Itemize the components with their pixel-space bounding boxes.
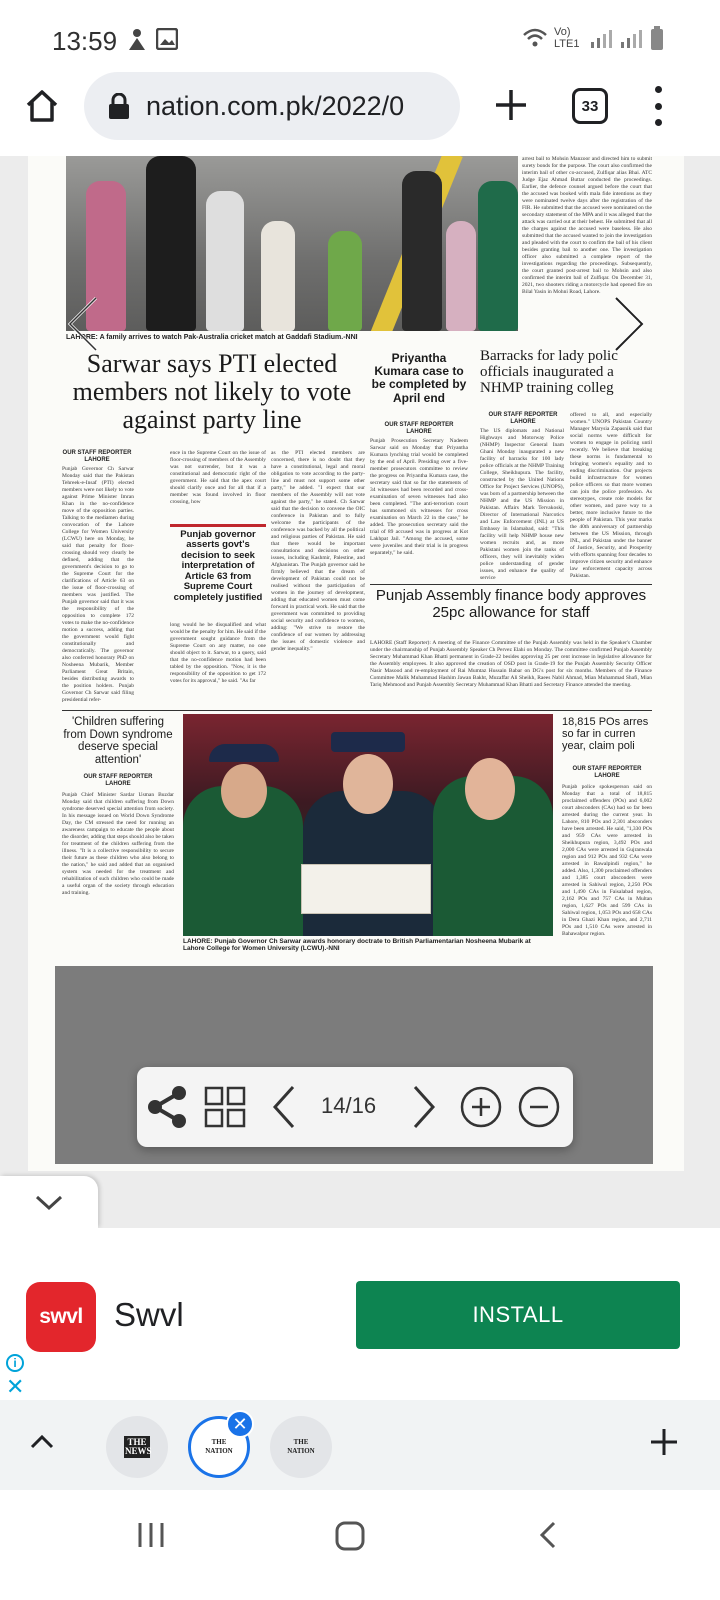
add-tab-icon[interactable] [648, 1426, 680, 1458]
pos-byline: OUR STAFF REPORTER [572, 766, 642, 772]
tab-favicon-3: THE NATION [287, 1438, 315, 1455]
barracks-text-col2: offered to all, and especially women." UNOPS Pakistan Country Manager Marysia Zapasnik said that social norms were difficult for women to engage in policing until recently. We believe that breaking these norms is fundamental to bringing women's equality and to ending discrimination. Our projects build infrastructure for women police officers so that more women can join the police profession. As stereotypes, create role models for other women, and pave way to a better, more inclusive future to the people of Pakistan. This year marks the 40th anniversary of partnership between the US Mission, through INL, and Pakistan under the banner of Justice, Security, and Prosperity with efforts spanning four decades to improve citizen security and enhance law enforcement capacity across Pakistan. [570, 412, 652, 579]
battery-icon [650, 26, 664, 50]
system-nav-bar [0, 1490, 720, 1600]
top-photo-caption: LAHORE: A family arrives to watch Pak-Australia cricket match at Gaddafi Stadium.-NNI [66, 334, 358, 341]
page-controls [137, 1067, 573, 1147]
pos-headline: 18,815 POs arres so far in curren year, claim poli [562, 716, 649, 753]
barracks-headline: Barracks for lady polic officials inaugurated a NHMP training colleg [480, 348, 618, 397]
epaper-viewer[interactable] [0, 156, 720, 1228]
certificate [301, 864, 431, 914]
status-system-icons [522, 26, 664, 50]
chevron-up-icon[interactable] [28, 1428, 56, 1456]
tab-group-tab-1[interactable] [106, 1416, 168, 1478]
priyantha-byline-city: LAHORE [406, 429, 432, 435]
status-time: 13:59 [52, 26, 118, 56]
article-bail-text: arrest bail to Mohsin Manzoor and directed him to submit surety bonds for the purpose. The court also confirmed the interim bail of other co-accused, Zulfiqar alias Bhai. ATC Judge Ejaz Ahmad Buttar conducted the proceedings. Earlier, the defence counsel argued before the court that the accused was booked with mala fide intentions as they were nominated twelve days after the registration of the FIR. He submitted that the accused were nominated on the secondary statement of the MPA and it was alleged that the attack was carried out at their behest. He submitted that all the charges against the accused were baseless. He also submitted that the accused wanted to join the investigation and pleaded with the court to confirm the bail of his client besides granting bail to another one. The investigation officer also submitted a complete report of the investigations regarding the proceedings. Subsequently, the court granted post-arrest bail to Mohsin and also confirmed the interim bail of Zulfiqar. On December 31, 2021, two shooters riding a motorcycle had opened fire on Bilal Yasin in Mohni Road, Lahore. [522, 156, 652, 295]
down-byline-city: LAHORE [105, 781, 131, 787]
grid-icon[interactable] [203, 1085, 247, 1129]
next-page-icon[interactable] [409, 1085, 439, 1129]
down-byline: OUR STAFF REPORTER [83, 774, 153, 780]
browser-toolbar [0, 70, 720, 156]
collapse-ad-tab[interactable] [0, 1176, 98, 1228]
main-article-col1: Punjab Governor Ch Sarwar Monday said that the Pakistan Tehreek-e-Insaf (PTI) elected members were not likely to vote against Prime Minister Imran Khan in the no-confidence move of the opposition parties. Talking to the mediamen during convocation of the Lahore College for Women University (LCWU) here on Monday, he said that penalty for floor-crossing should very clearly be defined, adding that the government's decision to go to the Supreme Court for the clarifications of Article 63 on the issue of floor-crossing of members was justified. The Punjab governor said that it was the responsibility of the opposition to complete 172 votes to make the no-confidence motion a success, adding that the government would fight constitutionally and democratically. The governor also conferred honorary PhD on Nosheena Mubarik, Member Parliament Great Britain, besides distributing awards to the position holders. Punjab Governor Ch Sarwar said filing presidential refer- [62, 466, 134, 703]
next-page-arrow-icon[interactable] [608, 294, 648, 354]
convocation-photo [183, 714, 553, 936]
main-article-col3: as the PTI elected members are concerned, there is no doubt that they have a constitutional, legal and moral obligation to vote according to the party-line and must not support some other party," he added. "I expect that our members of the Assembly will not vote against the party," he stated. Ch Sarwar said that the decision to convene the OIC conference in Pakistan and to fully welcome the participants of the conference was backed by all the political and religious parties of Pakistan. He said that there would be important consultations and decisions on other issues, including Kashmir, Palestine, and Afghanistan. The Punjab governor said he firmly believed that the dream of development of Pakistan could not be realised without the participation of women in the journey of development, adding that educated women must come forward in practical work. He said that the government was committed to providing social security and confidence to women, adding: "We strive to restore the confidence of our women by addressing the issues of domestic violence and gender inequality." [271, 450, 365, 652]
back-icon[interactable] [538, 1520, 558, 1550]
main-headline: Sarwar says PTI elected members not likely to vote against party line [72, 349, 352, 435]
zoom-in-icon[interactable] [459, 1085, 503, 1129]
lock-icon[interactable] [108, 93, 130, 119]
ad-banner [0, 1228, 720, 1400]
zoom-out-icon[interactable] [517, 1085, 561, 1129]
barracks-byline-city: LAHORE [510, 419, 536, 425]
ad-app-name[interactable]: Swvl [114, 1296, 184, 1333]
priyantha-byline: OUR STAFF REPORTER [384, 422, 454, 428]
main-article-col2b: long would he be disqualified and what would be the penalty for him. He said if the government sought guidance from the Supreme Court on any matter, no one should object to it. Sarwar, to a query, said that the no-confidence motion had been tabled by the opposition. "Now, it is the responsibility of the opposition to get 172 votes for its approval," he said. "As far [170, 622, 266, 684]
network-label: Vo) LTE1 [554, 26, 580, 50]
status-notification-icons [126, 28, 178, 52]
wifi-icon [522, 28, 548, 48]
recents-icon[interactable] [136, 1520, 166, 1550]
pos-byline-city: LAHORE [594, 773, 620, 779]
ad-info-icon[interactable]: i [6, 1354, 24, 1372]
image-notification-icon [156, 28, 178, 50]
tab-close-icon[interactable]: ✕ [226, 1410, 254, 1438]
pos-text: Punjab police spokesperson said on Monday that a total of 18,815 proclaimed offenders (POs) and 6,002 court absconders (CAs) had so far been arrested during the current year. In Lahore, 810 POs and 2,301 absconders have been arrested. He said, "1,330 POs and 959 CAs were arrested in Sheikhupura region, 3,492 POs and 2,000 CAs were arrested in Gujranwala region and 912 POs and 932 CAs were arrested in Rawalpindi region," he added. Also, 1,300 proclaimed offenders and 1,385 court absconders were arrested in Sahiwal region, 2,250 POs and 1,490 CAs in Faisalabad region, 2,162 POs and 757 CAs in Multan region, 1,627 POs and 599 CAs in Sahiwal region, 1,053 POs and 658 CAs in Dera Ghazi Khan region, and 2,711 POs and 1,510 CAs were arrested in Bahawalpur region. [562, 784, 652, 937]
priyantha-headline: Priyantha Kumara case to be completed by April end [371, 351, 467, 405]
main-byline: OUR STAFF REPORTER [62, 450, 132, 456]
home-icon[interactable] [22, 86, 62, 126]
accessibility-notification-icon [126, 28, 148, 52]
pullquote: Punjab governor asserts govt's decision to seek interpretation of Article 63 from Supreme Court completely justified [173, 529, 263, 603]
convocation-caption: LAHORE: Punjab Governor Ch Sarwar awards honorary doctrate to British Parliamentarian Nosheena Mubarik at Lahore College for Women University (LCWU).-NNI [183, 938, 531, 952]
down-syndrome-headline: 'Children suffering from Down syndrome deserve special attention' [63, 716, 173, 766]
cricket-fans-photo [66, 156, 518, 331]
tab-group-tab-3[interactable] [270, 1416, 332, 1478]
url-text[interactable]: nation.com.pk/2022/0 [146, 90, 405, 121]
page-counter: 14/16 [321, 1093, 377, 1118]
tab-favicon-2: THE NATION [205, 1438, 233, 1455]
barracks-text-col1: The US diplomats and National Highways and Motorway Police (NHMP) Inspector General Inam Ghani Monday inaugurated a new facility of barracks for 100 lady police officials at the NHMP Training College, Sheikhupura. The facility, constructed by the United Nations Office for Project Services (UNOPS), was born of a partnership between the NHMP and the US Mission in Pakistan. Affairs Mark Tervakoski, Director of International Narcotics and Law Enforcement (INL) at US Embassy in Islamabad, said: "This facility will help NHMP house new women recruits and, as more Pakistani women join the ranks of officers, they will inevitably widen police understanding of gender issues, and enhance the quality of service [480, 428, 564, 581]
main-article-col2a: ence in the Supreme Court on the issue of floor-crossing of members of the Assembly was not surrender, but it was a constitutional and democratic right of the government. He said that the apex court should clarify once and for all that if a member was found involved in floor crossing, how [170, 450, 266, 505]
swvl-logo[interactable]: swvl [26, 1282, 96, 1352]
tab-count: 33 [581, 97, 599, 115]
down-syndrome-text: Punjab Chief Minister Sardar Usman Buzdar Monday said that children suffering from Down syndrome deserved special attention from society. In his message issued on World Down Syndrome Day, the CM stressed the need for running an awareness campaign to educate the people about the disorder, adding that steps should also be taken for treatment of the children suffering from the illness. "It is a collective responsibility to secure their future as these children who also belong to the nation," he said and added that an organised system was needed for the treatment and rehabilitation of such children who could be made a useful organ of the society through education and training. [62, 792, 174, 896]
previous-page-arrow-icon[interactable] [64, 294, 104, 354]
signal-icon-2 [620, 28, 644, 48]
assembly-text: LAHORE (Staff Reporter): A meeting of the Finance Committee of the Punjab Assembly was held in the Speaker's Chamber under the chairmanship of Punjab Assembly Speaker Ch Pervez Elahi on Monday. The committee confirmed Punjab Assembly Secretary Muhammad Khan Bhatti permanent in Grade-22 besides approving 25 per cent increase in legislative allowance for the Assembly employees. It also approved the creation of OSD post in Grade-19 for the Punjab Assembly Security Officer Nasir Masood and re-employment of Rai Mumtaz Hussain Babar on DG's post for six months. Members of the Finance Committee Malik Muhammad Hashim Jawan Bakht, Muzaffar Ali Sheikh, Raees Nabil Ahmad, Mian Muhammad Shafi, Mian Tariq Mehmood and Punjab Assembly Secretary Muhammad Khan Bhatti and Secretary Finance attended the meeting. [370, 640, 652, 688]
more-vert-icon[interactable] [648, 86, 668, 126]
tab-favicon-1: THE NEWS [125, 1437, 152, 1456]
main-byline-city: LAHORE [84, 457, 110, 463]
tab-group-bar [0, 1400, 720, 1490]
chevron-down-icon[interactable] [34, 1193, 64, 1213]
plus-icon[interactable] [492, 86, 530, 124]
share-icon[interactable] [145, 1085, 189, 1129]
address-bar[interactable] [84, 72, 460, 140]
assembly-headline: Punjab Assembly finance body approves 25pc allowance for staff [375, 587, 647, 621]
priyantha-text: Punjab Prosecution Secretary Nadeem Sarwar said on Monday that Priyantha Kumara lynching trial would be completed by the end of April. Presiding over a five-member prosecutors committee to review the progress on Priyantha Kumara case, the secretary said that so far the statements of 34 witnesses had been recorded and cross-examination of seven witnesses had also been completed. "The anti-terrorism court has summoned six witnesses for cross examination on March 22 in the case," he added. The prosecution secretary said the trial of 89 accused was in progress at Kot Lakhpat Jail. "Among the accused, some were juveniles and their trial is in progress separately," he said. [370, 438, 468, 556]
status-bar [0, 0, 720, 80]
install-button[interactable]: INSTALL [356, 1281, 680, 1349]
prev-page-icon[interactable] [269, 1085, 299, 1129]
signal-icon [590, 28, 614, 48]
home-nav-icon[interactable] [334, 1520, 366, 1552]
barracks-byline: OUR STAFF REPORTER [488, 412, 558, 418]
tab-switcher-button[interactable] [572, 88, 608, 124]
ad-close-icon[interactable]: ✕ [6, 1374, 25, 1399]
